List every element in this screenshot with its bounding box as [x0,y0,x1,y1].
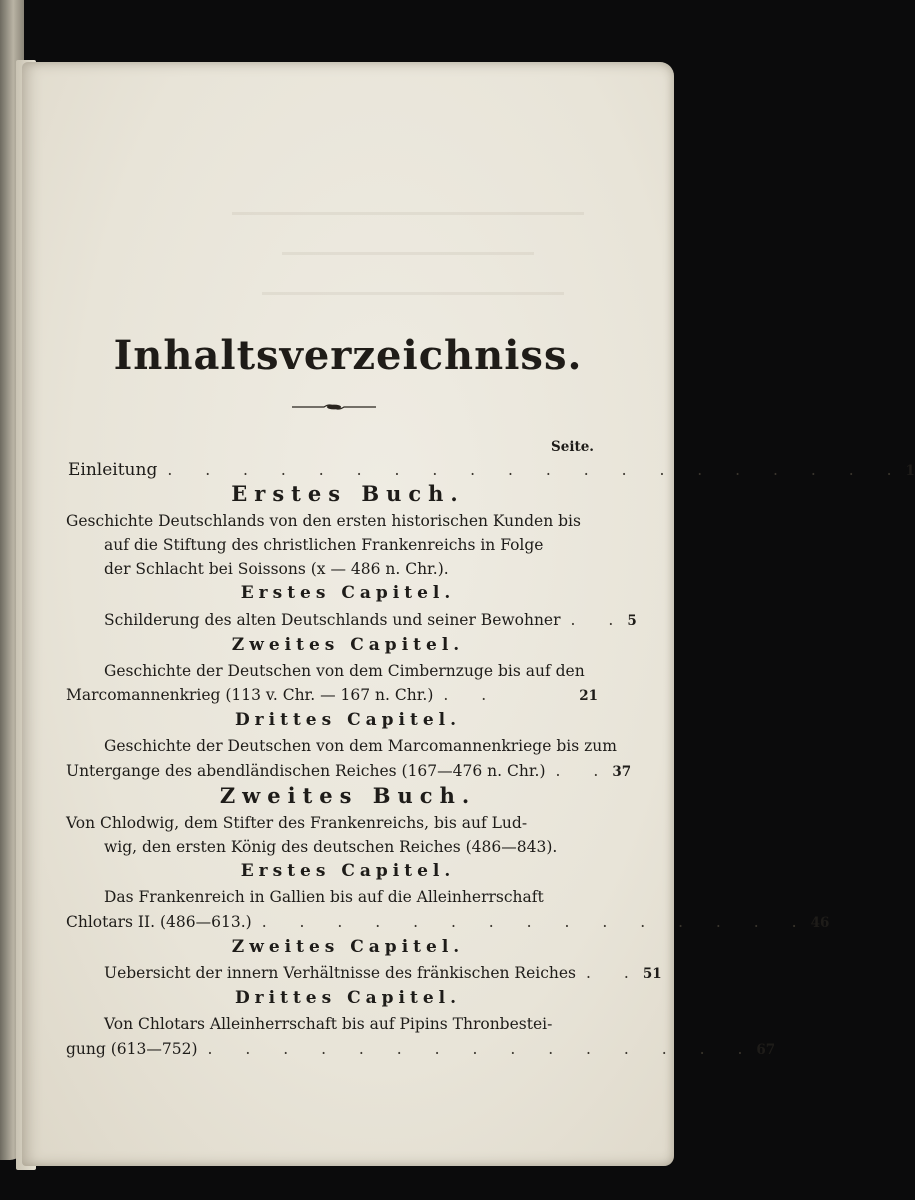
chapter-heading: Zweites Capitel. [231,937,465,957]
toc-page-number: 67 [756,1042,776,1058]
chapter-heading: Erstes Capitel. [240,583,456,603]
page-title: Inhaltsverzeichniss. [113,332,583,379]
chapter-heading: Drittes Capitel. [234,988,462,1008]
leader-dots: . . [555,762,613,780]
chapter-heading: Zweites Capitel. [231,635,465,655]
bleed-through-mark [262,292,564,295]
toc-entry-label: Schilderung des alten Deutschlands und seiner Bewohner [104,611,561,629]
book-heading: Zweites Buch. [219,783,477,808]
toc-entry-label: Untergange des abendländischen Reiches (167—476 n. Chr.) [66,762,546,780]
leader-dots: . . [570,611,628,629]
bleed-through-mark [232,212,584,215]
toc-entry [66,760,632,782]
bleed-through-mark [282,252,534,255]
leader-dots: . . . . . . . . . . . . . . . . . . . . [167,461,906,479]
leader-dots: . . [443,686,501,704]
book-description-line: auf die Stiftung des christlichen Frankenreichs in Folge [104,536,544,554]
toc-page-number: 5 [627,613,637,629]
ornament-divider [290,401,378,413]
chapter-heading: Erstes Capitel. [240,861,456,881]
chapter-line: Von Chlotars Alleinherrschaft bis auf Pipins Thronbestei- [104,1015,553,1033]
book-heading: Erstes Buch. [231,481,465,506]
toc-entry [66,911,830,933]
toc-entry-label: Uebersicht der innern Verhältnisse des fränkischen Reiches [104,964,577,982]
chapter-line: Geschichte der Deutschen von dem Marcomannenkriege bis zum [104,737,617,755]
chapter-line: Das Frankenreich in Gallien bis auf die Alleinherrschaft [104,888,544,906]
book-description-line: Geschichte Deutschlands von den ersten historischen Kunden bis [66,512,581,530]
book-description-line: Von Chlodwig, dem Stifter des Frankenreichs, bis auf Lud- [66,814,528,832]
toc-entry-label: Marcomannenkrieg (113 v. Chr. — 167 n. Chr.) [66,686,434,704]
toc-page-number: 37 [612,764,632,780]
leader-dots: . . . . . . . . . . . . . . . [261,913,811,931]
chapter-line: Geschichte der Deutschen von dem Cimbernzuge bis auf den [104,662,585,680]
chapter-heading: Drittes Capitel. [234,710,462,730]
toc-entry [104,609,637,631]
book-page [22,62,915,1166]
book-description-line: wig, den ersten König des deutschen Reiches (486—843). [104,838,558,856]
toc-page-number: 46 [810,915,830,931]
toc-page-number: 1 [905,463,915,479]
toc-entry-label: Chlotars II. (486—613.) [66,913,252,931]
toc-entry-einleitung [68,459,915,481]
leader-dots: . . [586,964,643,982]
toc-entry [66,1038,776,1060]
toc-entry-label: gung (613—752) [66,1040,198,1058]
leader-dots: . . . . . . . . . . . . . . . [207,1040,757,1058]
toc-entry [104,962,662,984]
book-description-line: der Schlacht bei Soissons (x — 486 n. Chr.). [104,560,449,578]
toc-entry-label: Einleitung [68,460,158,480]
toc-entry [66,684,598,706]
page-column-label: Seite. [551,439,594,455]
toc-page-number: 51 [642,966,662,982]
toc-page-number: 21 [579,688,598,704]
